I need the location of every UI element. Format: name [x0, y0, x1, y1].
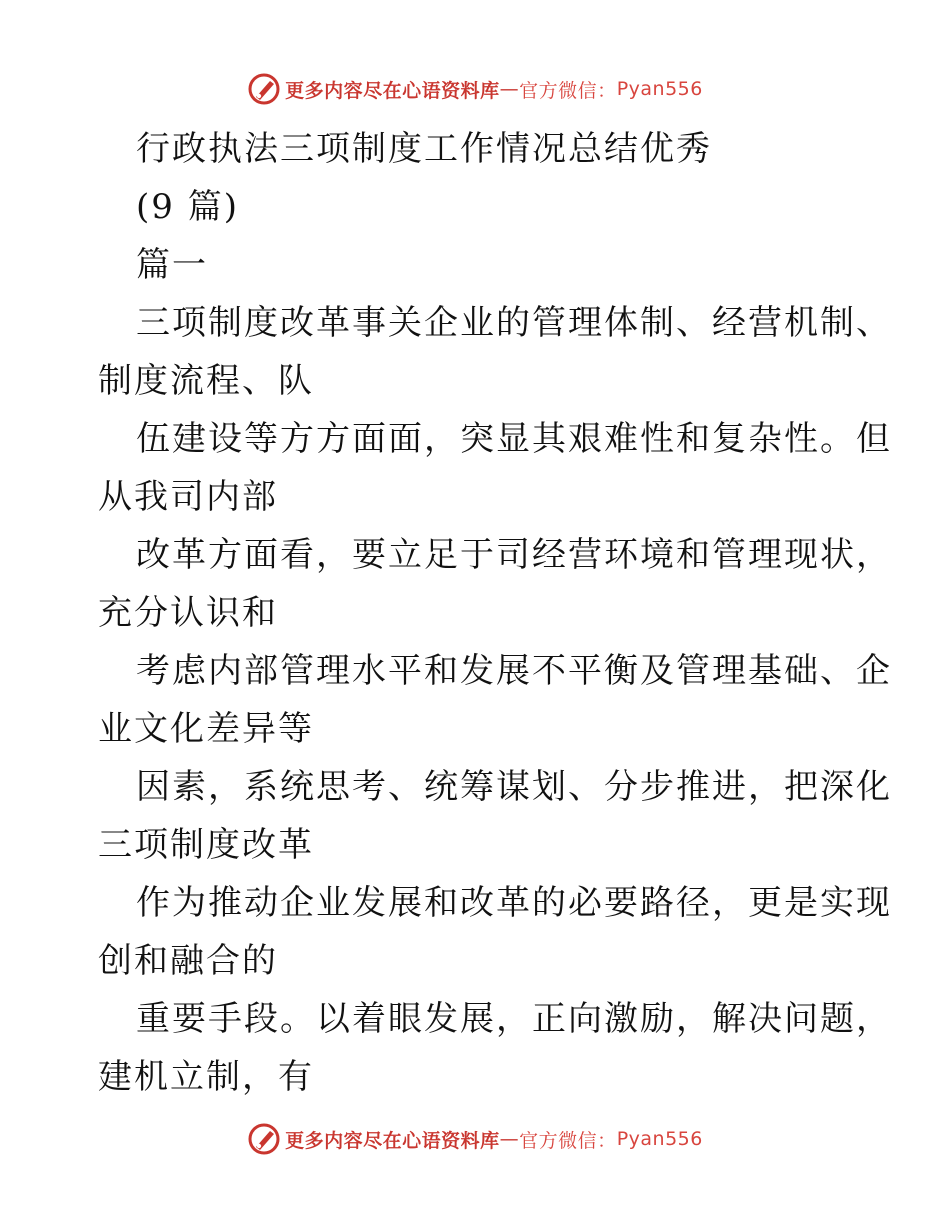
paragraph-line: 重要手段。以着眼发展，正向激励，解决问题，: [136, 999, 892, 1039]
paragraph-line: 三项制度改革事关企业的管理体制、经营机制、: [136, 303, 892, 343]
footer-banner: [0, 1122, 950, 1156]
document-title: 行政执法三项制度工作情况总结优秀: [136, 129, 712, 169]
banner-wechat-label: 官方微信：: [519, 1129, 617, 1152]
banner-wechat-label: 官方微信：: [519, 79, 617, 102]
banner-wechat-id: Pyan556: [616, 78, 703, 100]
header-banner: [0, 72, 950, 106]
banner-separator: —: [499, 78, 520, 100]
paragraph-line: 改革方面看，要立足于司经营环境和管理现状，: [136, 535, 892, 575]
paragraph-line: 作为推动企业发展和改革的必要路径，更是实现: [136, 883, 892, 923]
pen-logo-icon: [247, 72, 281, 106]
paragraph-line: 考虑内部管理水平和发展不平衡及管理基础、企: [136, 651, 892, 691]
banner-separator: —: [499, 1128, 520, 1150]
pen-logo-icon: [247, 1122, 281, 1156]
banner-brand: 更多内容尽在心语资料库: [285, 1129, 500, 1152]
paragraph-line: 充分认识和: [98, 593, 278, 633]
document-subtitle: (9 篇): [136, 187, 239, 227]
paragraph-line: 伍建设等方方面面，突显其艰难性和复杂性。但: [136, 419, 892, 459]
paragraph-line: 建机立制，有: [98, 1057, 314, 1097]
paragraph-line: 因素，系统思考、统筹谋划、分步推进，把深化: [136, 767, 892, 807]
paragraph-line: 从我司内部: [98, 477, 278, 517]
paragraph-line: 创和融合的: [98, 941, 278, 981]
banner-brand: 更多内容尽在心语资料库: [285, 79, 500, 102]
section-heading: 篇一: [136, 245, 208, 285]
banner-wechat-id: Pyan556: [616, 1128, 703, 1150]
paragraph-line: 制度流程、队: [98, 361, 314, 401]
paragraph-line: 三项制度改革: [98, 825, 314, 865]
paragraph-line: 业文化差异等: [98, 709, 314, 749]
document-body: [98, 120, 892, 1106]
